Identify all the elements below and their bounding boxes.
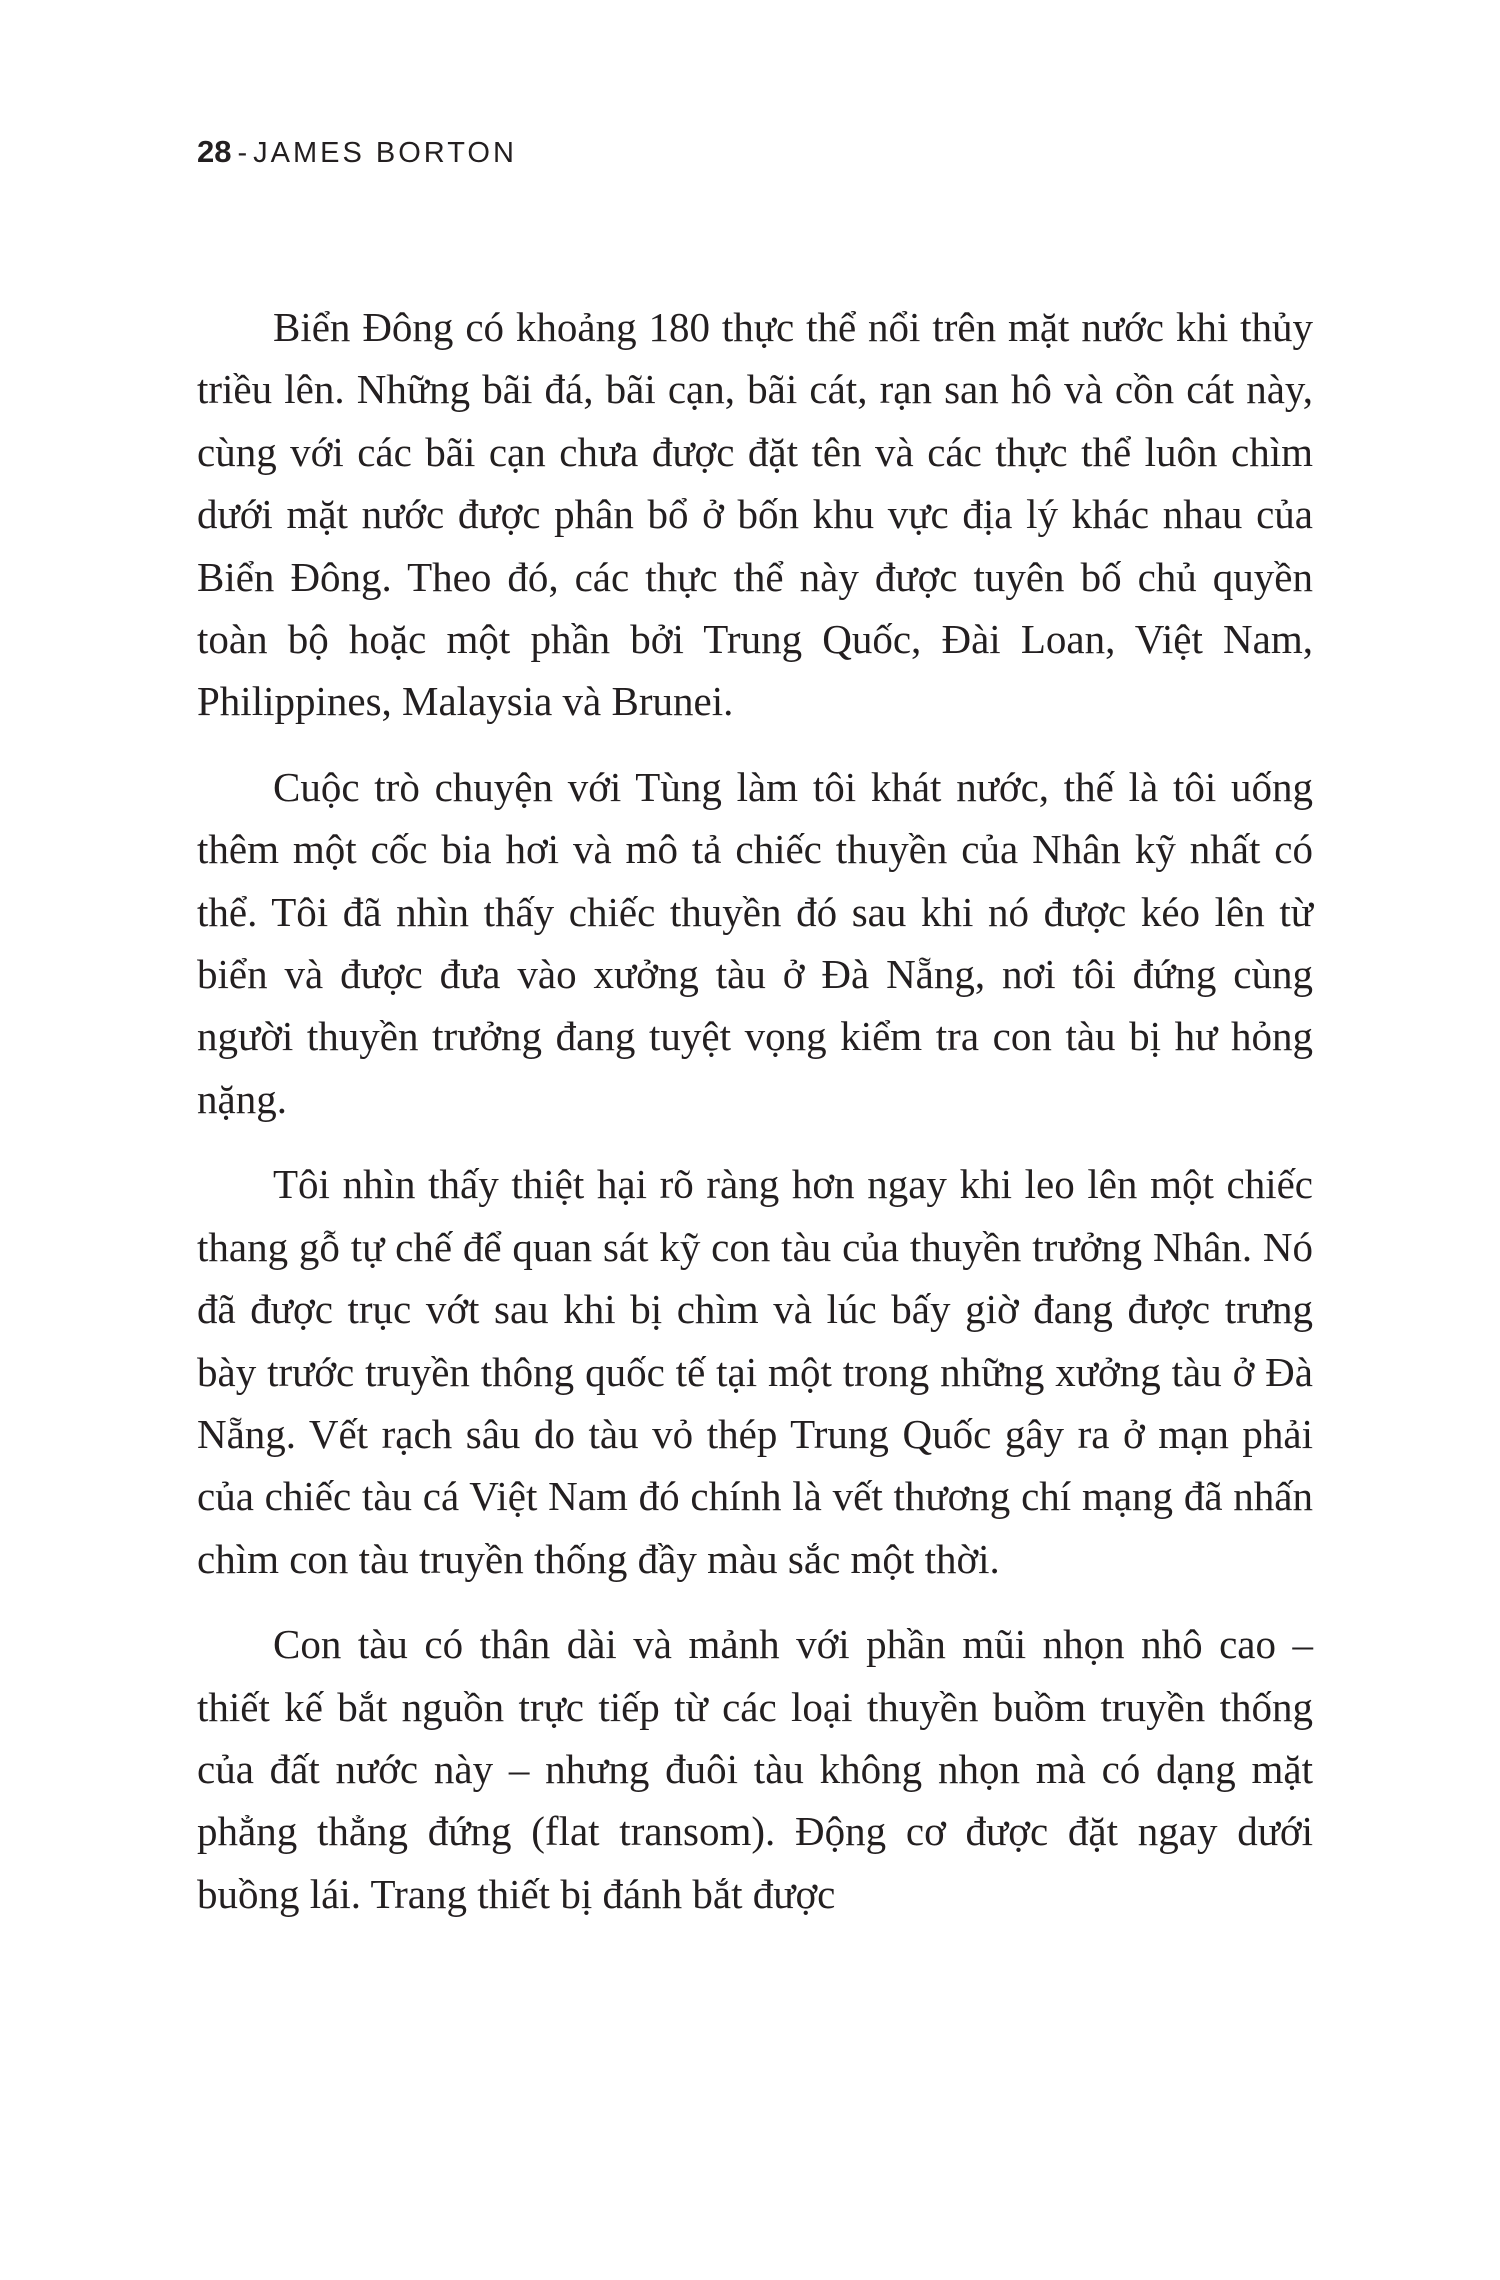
header-separator: - — [237, 137, 248, 169]
running-head — [197, 134, 517, 170]
paragraph-4: Con tàu có thân dài và mảnh với phần mũi nhọn nhô cao – thiết kế bắt nguồn trực tiếp từ các loại thuyền buồm truyền thống của đất nước này – nhưng đuôi tàu không nhọn mà có dạng mặt phẳng thẳng đứng (flat transom). Động cơ được đặt ngay dưới buồng lái. Trang thiết bị đánh bắt được — [197, 1621, 1313, 1917]
page-number: 28 — [197, 134, 232, 169]
paragraph-3: Tôi nhìn thấy thiệt hại rõ ràng hơn ngay khi leo lên một chiếc thang gỗ tự chế để quan sát kỹ con tàu của thuyền trưởng Nhân. Nó đã được trục vớt sau khi bị chìm và lúc bấy giờ đang được trưng bày trước truyền thông quốc tế tại một trong những xưởng tàu ở Đà Nẵng. Vết rạch sâu do tàu vỏ thép Trung Quốc gây ra ở mạn phải của chiếc tàu cá Việt Nam đó chính là vết thương chí mạng đã nhấn chìm con tàu truyền thống đầy màu sắc một thời. — [197, 1161, 1313, 1582]
body-text — [197, 296, 1313, 1925]
paragraph-2: Cuộc trò chuyện với Tùng làm tôi khát nước, thế là tôi uống thêm một cốc bia hơi và mô tả chiếc thuyền của Nhân kỹ nhất có thể. Tôi đã nhìn thấy chiếc thuyền đó sau khi nó được kéo lên từ biển và được đưa vào xưởng tàu ở Đà Nẵng, nơi tôi đứng cùng người thuyền trưởng đang tuyệt vọng kiểm tra con tàu bị hư hỏng nặng. — [197, 763, 1313, 1122]
author-name: JAMES BORTON — [253, 137, 517, 169]
paragraph-1: Biển Đông có khoảng 180 thực thể nổi trên mặt nước khi thủy triều lên. Những bãi đá, bãi cạn, bãi cát, rạn san hô và cồn cát này, cùng với các bãi cạn chưa được đặt tên và các thực thể luôn chìm dưới mặt nước được phân bổ ở bốn khu vực địa lý khác nhau của Biển Đông. Theo đó, các thực thể này được tuyên bố chủ quyền toàn bộ hoặc một phần bởi Trung Quốc, Đài Loan, Việt Nam, Philippines, Malaysia và Brunei. — [197, 304, 1313, 725]
